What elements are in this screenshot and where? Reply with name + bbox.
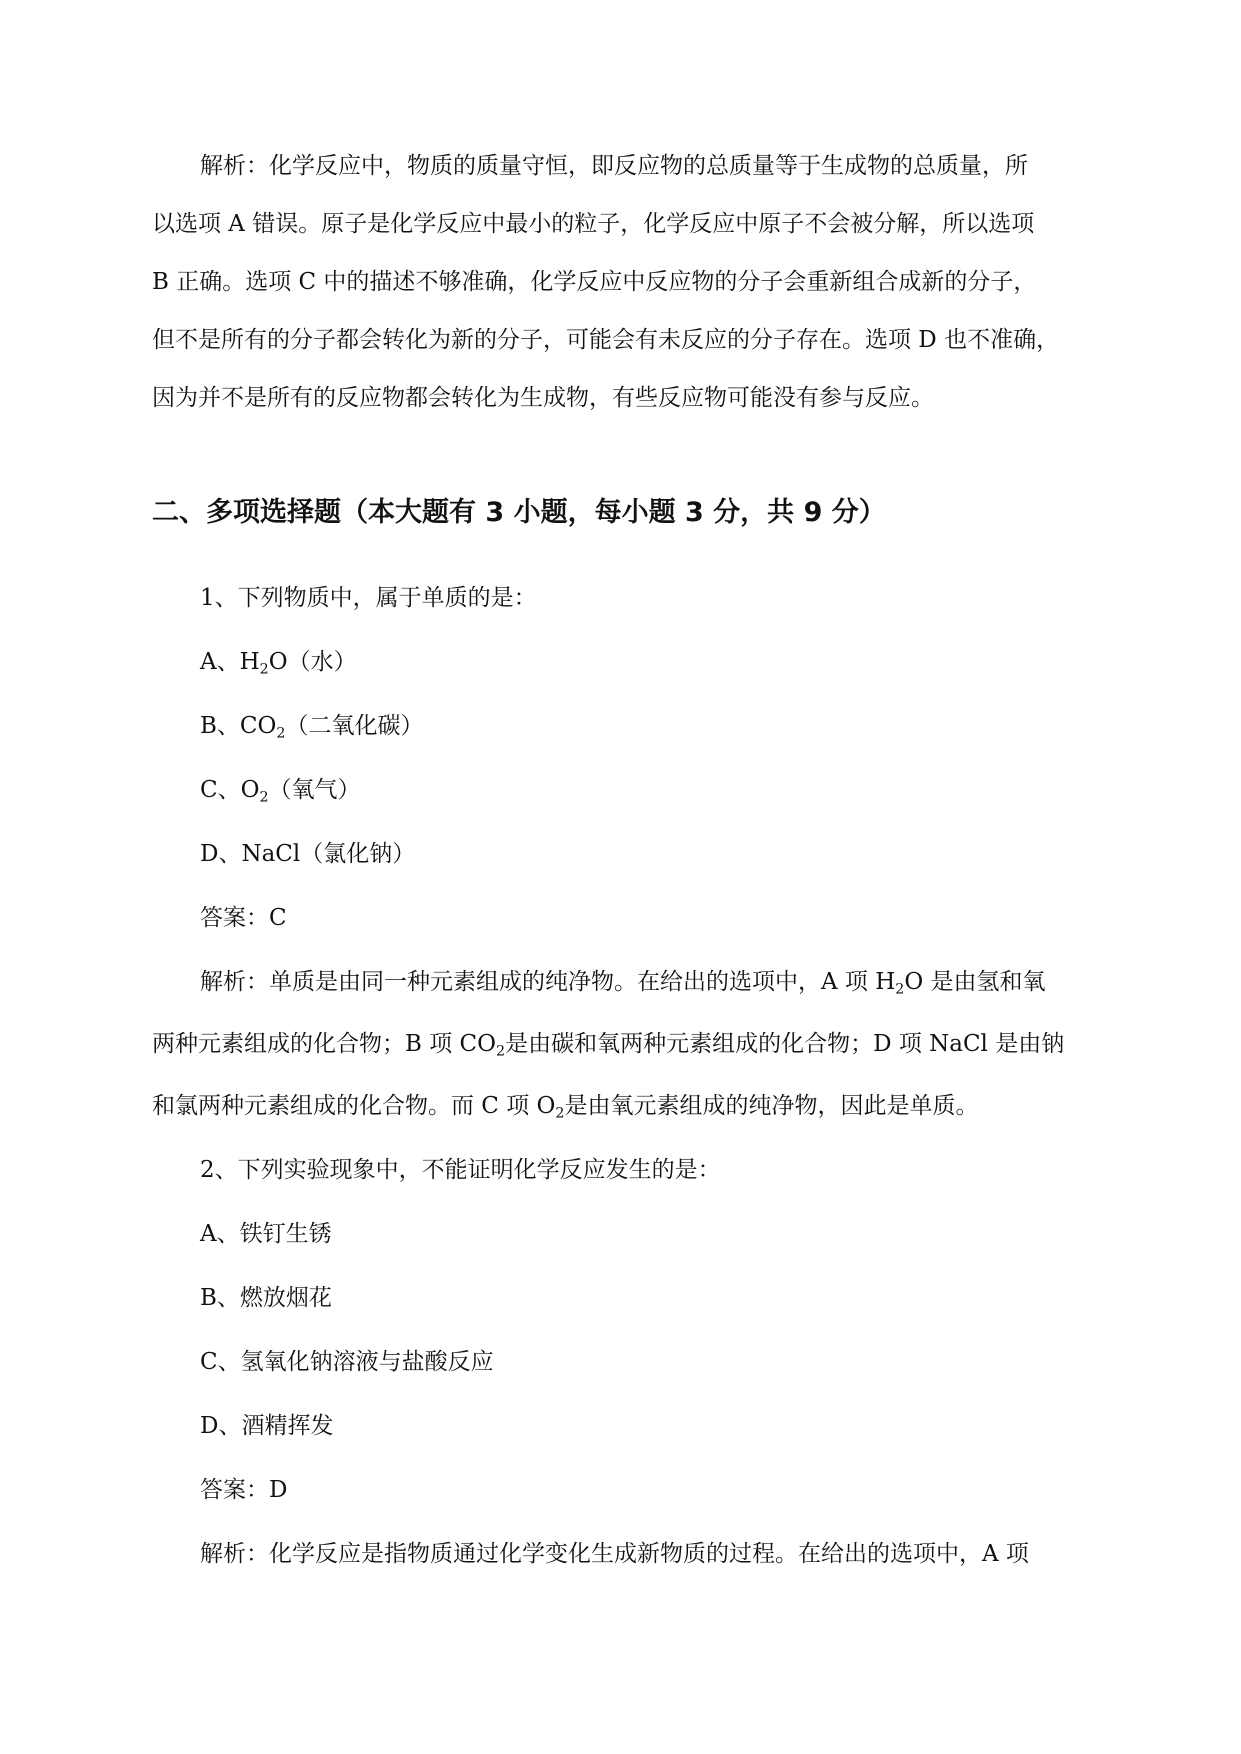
explanation-line: 解析：化学反应中，物质的质量守恒，即反应物的总质量等于生成物的总质量，所 bbox=[200, 153, 1028, 179]
explanation-line: 解析：单质是由同一种元素组成的纯净物。在给出的选项中，A 项 $H_2O$ 是由氢和氧 bbox=[200, 969, 1046, 998]
answer: 答案：C bbox=[200, 905, 287, 931]
option-b: B、燃放烟花 bbox=[200, 1285, 332, 1311]
option-d: D、NaCl（氯化钠） bbox=[200, 841, 416, 867]
option-a: A、$H_2O$（水） bbox=[200, 649, 357, 678]
answer: 答案：D bbox=[200, 1477, 288, 1503]
option-c: C、氢氧化钠溶液与盐酸反应 bbox=[200, 1349, 494, 1375]
explanation-line: 因为并不是所有的反应物都会转化为生成物，有些反应物可能没有参与反应。 bbox=[152, 385, 934, 411]
explanation-line: 解析：化学反应是指物质通过化学变化生成新物质的过程。在给出的选项中，A 项 bbox=[200, 1541, 1029, 1567]
question-stem: 2、下列实验现象中，不能证明化学反应发生的是： bbox=[200, 1157, 721, 1183]
explanation-line: 但不是所有的分子都会转化为新的分子，可能会有未反应的分子存在。选项 D 也不准确， bbox=[152, 327, 1060, 353]
explanation-line: 两种元素组成的化合物；B 项 $CO_2$是由碳和氧两种元素组成的化合物；D 项 NaCl 是由钠 bbox=[152, 1031, 1065, 1060]
section-heading: 二、多项选择题（本大题有 3 小题，每小题 3 分，共 9 分） bbox=[152, 497, 886, 528]
question-stem: 1、下列物质中，属于单质的是： bbox=[200, 585, 537, 611]
option-b: B、$CO_2$（二氧化碳） bbox=[200, 713, 424, 742]
option-a: A、铁钉生锈 bbox=[200, 1221, 332, 1247]
explanation-line: B 正确。选项 C 中的描述不够准确，化学反应中反应物的分子会重新组合成新的分子， bbox=[152, 269, 1037, 295]
option-d: D、酒精挥发 bbox=[200, 1413, 334, 1439]
option-c: C、$O_2$（氧气） bbox=[200, 777, 361, 806]
explanation-line: 和氯两种元素组成的化合物。而 C 项 $O_2$是由氧元素组成的纯净物，因此是单质。 bbox=[152, 1093, 979, 1122]
explanation-line: 以选项 A 错误。原子是化学反应中最小的粒子，化学反应中原子不会被分解，所以选项 bbox=[152, 211, 1035, 237]
